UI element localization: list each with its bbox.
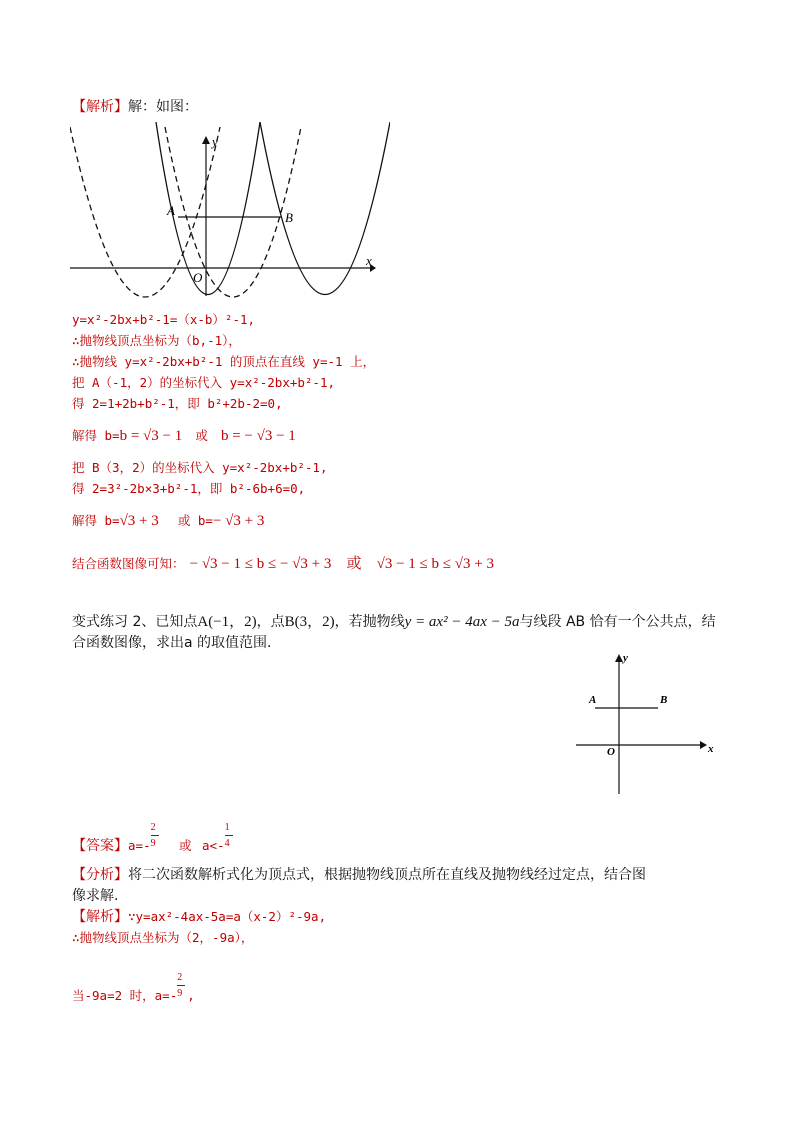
point-a-label: A: [167, 203, 175, 218]
analysis-tag: 【解析】: [72, 99, 128, 115]
problem-part-1: 变式练习 2、已知点: [72, 614, 198, 630]
range-2: √3 − 1 ≤ b ≤ √3 + 3: [376, 556, 494, 572]
fraction-numerator-2: 1: [224, 822, 230, 833]
axes-graph-2: [574, 648, 724, 798]
or-word-3: 或: [346, 556, 362, 572]
x-axis-arrow-2: [700, 741, 707, 749]
y-axis-label-2: y: [623, 652, 628, 664]
analysis-line: [72, 864, 646, 884]
answer-or: 或: [179, 838, 192, 853]
root-4: − √3 + 3: [212, 513, 265, 529]
point-b-coord: B(3，2): [284, 614, 335, 630]
solution-line-5: 得 2=1+2b+b²-1，即 b²+2b-2=0,: [72, 396, 283, 411]
y-axis-label: y: [212, 134, 218, 149]
conclusion-prefix: 结合函数图像可知：: [72, 556, 185, 571]
solution2-line-3: [72, 972, 195, 1004]
fraction-denominator-3: 9: [177, 988, 183, 999]
solution2-prefix: 当-9a=2 时，a=-: [72, 988, 178, 1003]
fraction-numerator: 2: [150, 822, 156, 833]
solution2-line-2: ∴抛物线顶点坐标为（2，-9a），: [72, 930, 254, 945]
analysis-line-2: 像求解.: [72, 888, 119, 904]
or-word-1: 或: [195, 428, 208, 443]
analysis-heading: [72, 96, 198, 116]
solution-line-3: ∴抛物线 y=x²-2bx+b²-1 的顶点在直线 y=-1 上，: [72, 354, 376, 369]
y-axis-arrow-2: [615, 654, 623, 662]
problem-part-2: ，点: [256, 614, 285, 630]
answer-prefix: a=-: [128, 838, 151, 853]
solution2-line-1: [72, 906, 326, 926]
solution-tag: 【解析】: [72, 909, 128, 925]
answer-line: [72, 822, 235, 855]
root-3: √3 + 3: [119, 513, 159, 529]
answer-tag: 【答案】: [72, 838, 128, 854]
point-b-label-2: B: [660, 694, 668, 706]
solve-prefix-1: 解得 b=: [72, 428, 120, 443]
fraction-2-9: [150, 822, 161, 850]
answer-mid: a<-: [202, 838, 225, 853]
parabola-graph-1: [70, 122, 390, 298]
problem-part-3: ，若抛物线: [334, 614, 405, 630]
parabola-equation: y = ax² − 4ax − 5a: [404, 614, 520, 630]
fraction-denominator-2: 4: [224, 838, 230, 849]
origin-label-2: O: [607, 746, 615, 758]
analysis-heading-text: 解：如图：: [128, 99, 198, 115]
y-axis-arrow: [202, 136, 210, 144]
analysis-text: 将二次函数解析式化为顶点式，根据抛物线顶点所在直线及抛物线经过定点，结合图: [128, 867, 646, 883]
root-1: b = √3 − 1: [119, 428, 183, 444]
point-b-label: B: [285, 210, 293, 225]
solution-line-2: ∴抛物线顶点坐标为（b,-1），: [72, 333, 241, 348]
fraction-denominator: 9: [150, 838, 156, 849]
solution-line-7: 把 B（3，2）的坐标代入 y=x²-2bx+b²-1,: [72, 460, 328, 475]
solution-line-1: y=x²-2bx+b²-1=（x-b）²-1,: [72, 312, 256, 327]
root-2: b = − √3 − 1: [220, 428, 296, 444]
solution2-text-1: ∵y=ax²-4ax-5a=a（x-2）²-9a,: [128, 909, 327, 924]
solution2-suffix: ,: [187, 988, 195, 1003]
x-axis-label: x: [366, 253, 372, 268]
fraction-1-4: [224, 822, 235, 850]
solution-line-8: 得 2=3²-2b×3+b²-1，即 b²-6b+6=0,: [72, 481, 306, 496]
analysis-tag-2: 【分析】: [72, 867, 128, 883]
point-a-label-2: A: [589, 694, 597, 706]
solution-line-9: [72, 510, 264, 530]
solution-line-10: [72, 552, 494, 573]
or-word-2: 或 b=: [177, 513, 213, 528]
solution-line-4: 把 A（-1，2）的坐标代入 y=x²-2bx+b²-1,: [72, 375, 336, 390]
fraction-numerator-3: 2: [177, 972, 183, 983]
fraction-2-9-b: [177, 972, 187, 1000]
solution-line-6: [72, 425, 296, 445]
origin-label: O: [193, 270, 203, 285]
x-axis-label-2: x: [708, 743, 714, 755]
problem-line-2: 合函数图像，求出a 的取值范围.: [72, 635, 272, 651]
problem-statement: [72, 610, 716, 631]
problem-part-4: 与线段 AB 恰有一个公共点，结: [519, 614, 716, 630]
point-a-coord: A(−1，2): [197, 614, 257, 630]
range-1: − √3 − 1 ≤ b ≤ − √3 + 3: [189, 556, 332, 572]
solve-prefix-2: 解得 b=: [72, 513, 120, 528]
